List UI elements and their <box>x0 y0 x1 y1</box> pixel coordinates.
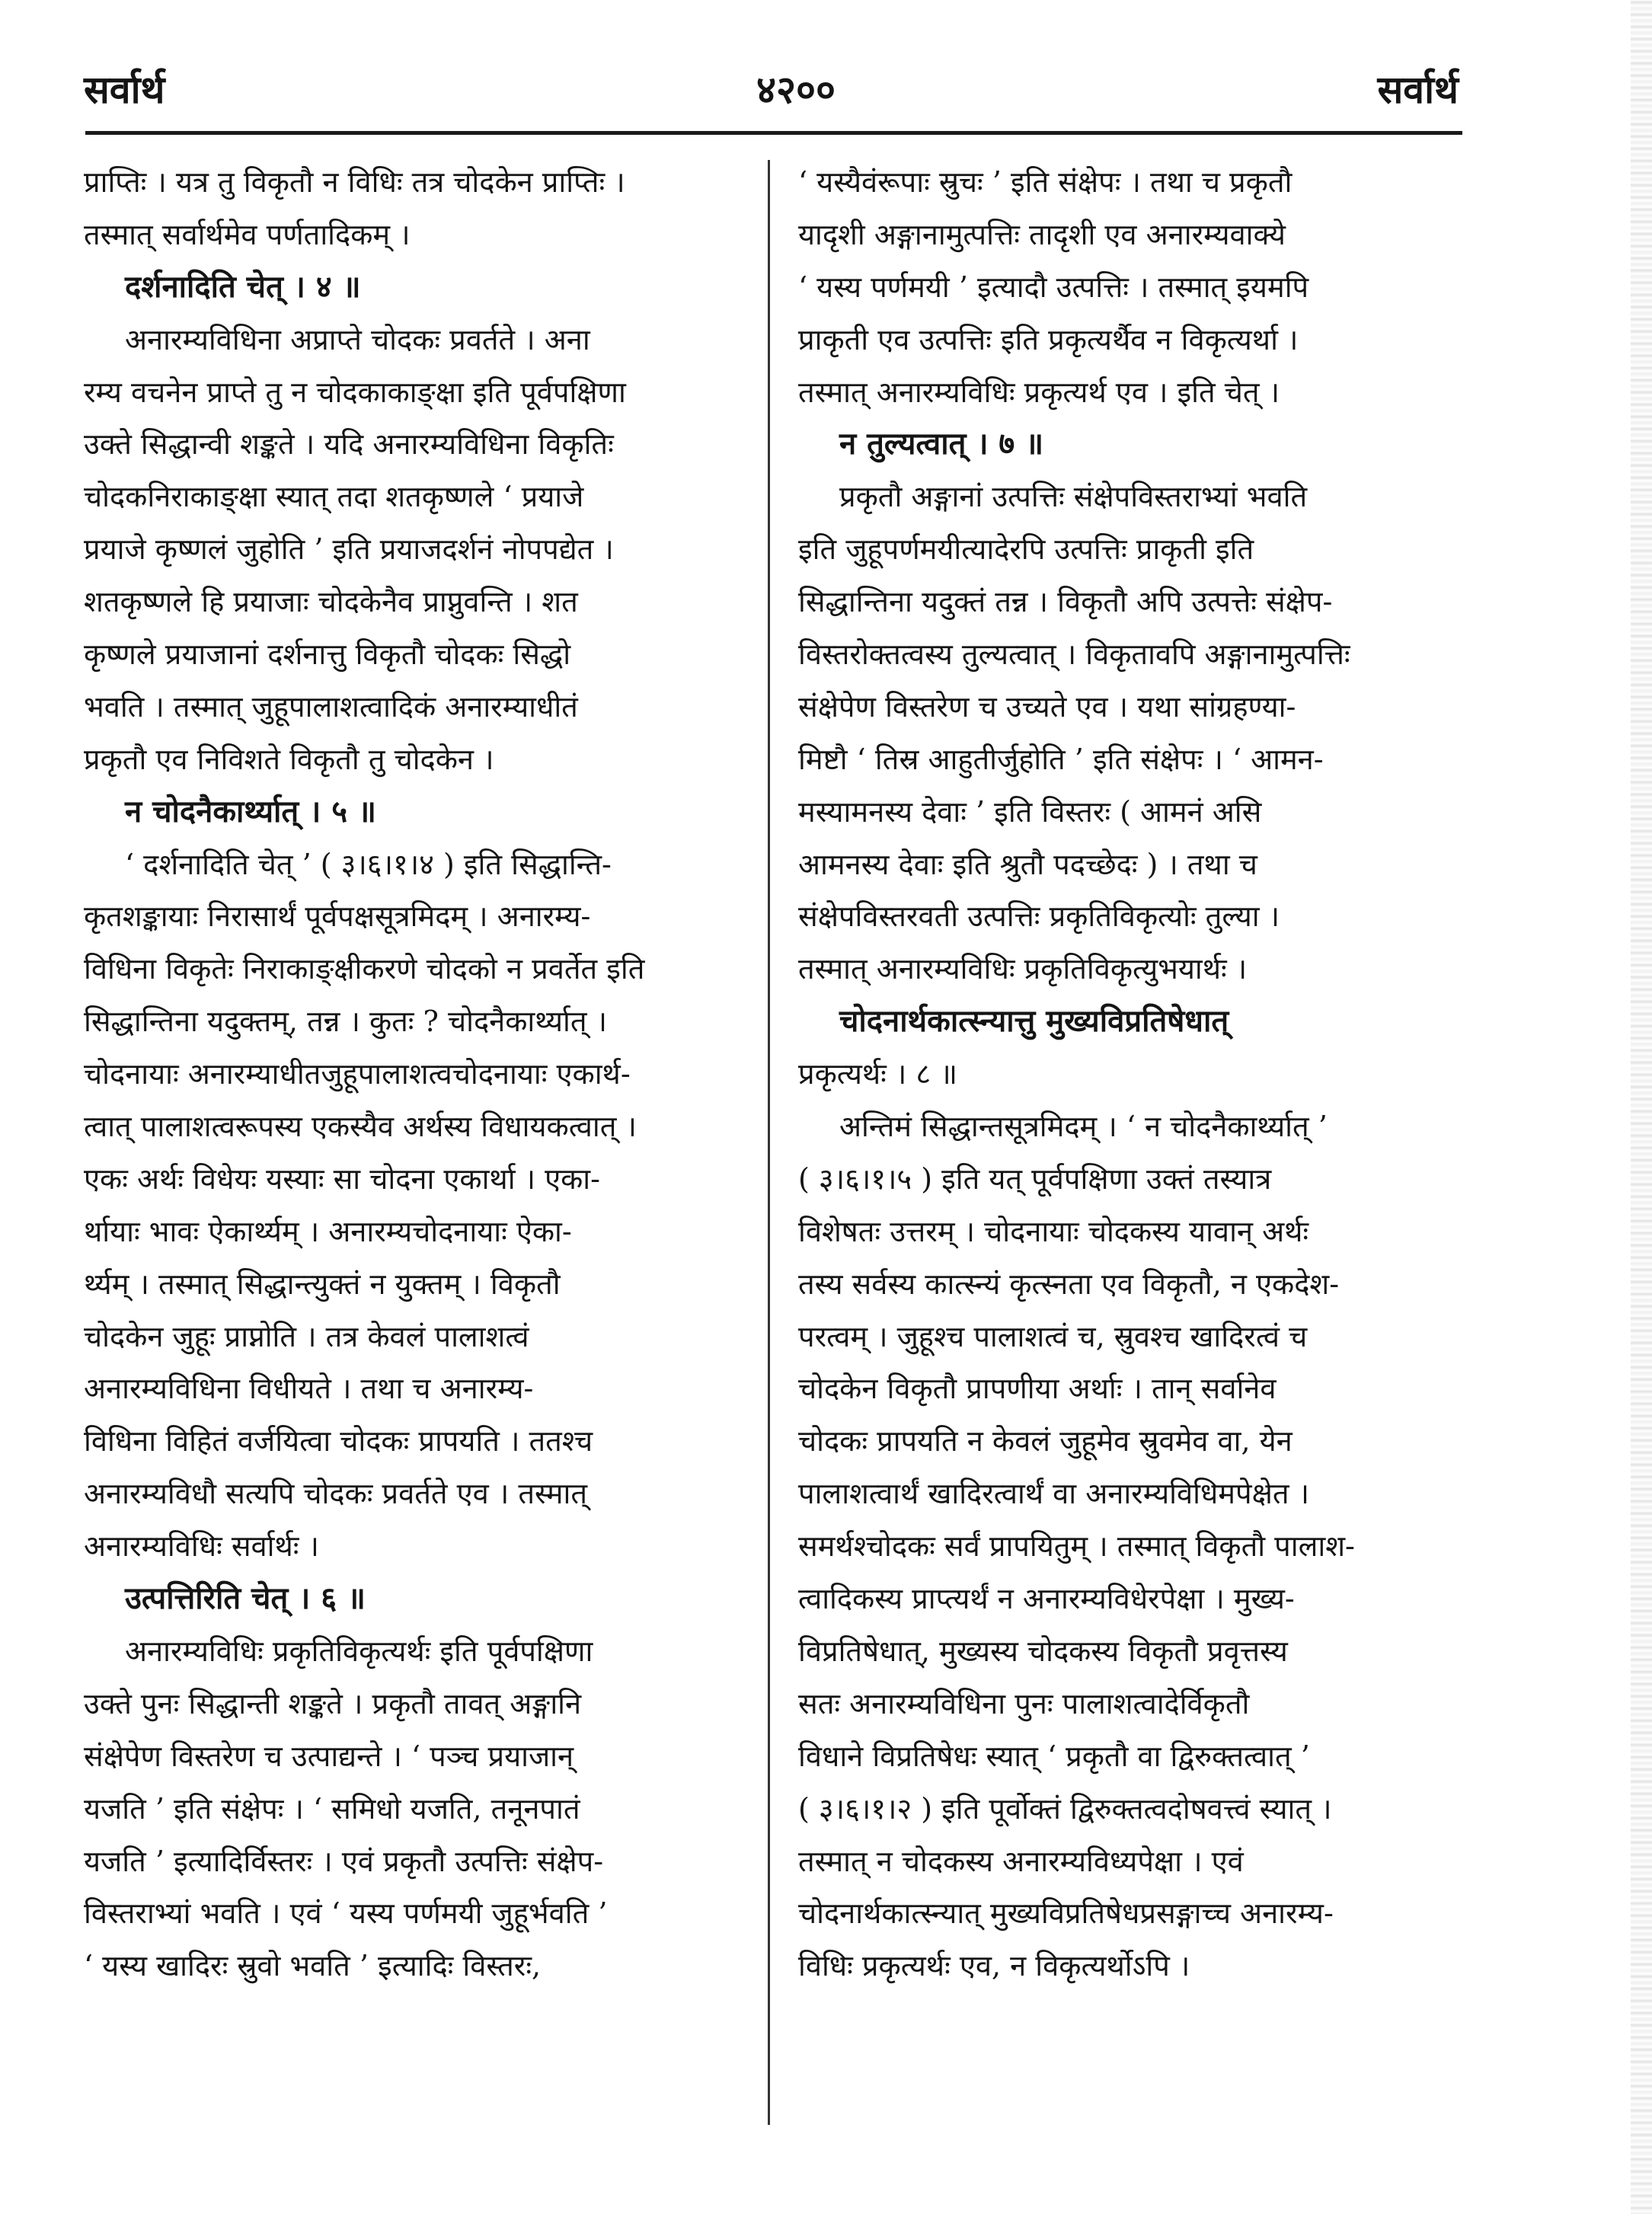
running-header-left: सर्वार्थ <box>84 67 165 112</box>
text-line: रम्य वचनेन प्राप्ते तु न चोदकाकाङ्क्षा इति पूर्वपक्षिणा <box>84 375 626 409</box>
text-line: मिष्टौ ‘ तिस्र आहुतीर्जुहोति ’ इति संक्षेपः । ‘ आमन- <box>798 742 1324 776</box>
text-line: तस्मात् अनारम्यविधिः प्रकृत्यर्थ एव । इति चेत् । <box>798 375 1280 409</box>
text-line: विधिना विहितं वर्जयित्वा चोदकः प्रापयति । ततश्च <box>84 1424 593 1458</box>
text-line: विस्तराभ्यां भवति । एवं ‘ यस्य पर्णमयी जुहूर्भवति ’ <box>84 1896 608 1931</box>
text-line: अनारम्यविधौ सत्यपि चोदकः प्रवर्तते एव । तस्मात् <box>84 1477 588 1511</box>
text-line: तस्मात् अनारम्यविधिः प्रकृतिविकृत्युभयार्थः । <box>798 952 1248 986</box>
text-line: विस्तरोक्तत्वस्य तुल्यत्वात् । विकृतावपि अङ्गानामुत्पत्तिः <box>798 637 1350 672</box>
page-number: ४२०० <box>756 67 836 112</box>
text-line: यादृशी अङ्गानामुत्पत्तिः तादृशी एव अनारम्यवाक्ये <box>798 217 1286 251</box>
text-line: यजति ’ इति संक्षेपः । ‘ समिधो यजति, तनूनपातं <box>84 1791 580 1826</box>
running-header-right: सर्वार्थ <box>1377 67 1459 112</box>
left-column <box>84 156 746 1992</box>
sutra-heading: न चोदनैकार्थ्यात् । ५ ॥ <box>125 793 376 829</box>
right-column <box>798 156 1461 1992</box>
text-line: विधिः प्रकृत्यर्थः एव, न विकृत्यर्थोऽपि । <box>798 1949 1190 1983</box>
text-line: ( ३।६।१।५ ) इति यत् पूर्वपक्षिणा उक्तं तस्यात्र <box>798 1161 1272 1196</box>
text-line: विधिना विकृतेः निराकाङ्क्षीकरणे चोदको न प्रवर्तेत इति <box>84 952 645 986</box>
text-line: प्राप्तिः । यत्र तु विकृतौ न विधिः तत्र चोदकेन प्राप्तिः । <box>84 165 625 199</box>
text-line: तस्मात् सर्वार्थमेव पर्णतादिकम् । <box>84 217 411 251</box>
text-line: ‘ दर्शनादिति चेत् ’ ( ३।६।१।४ ) इति सिद्धान्ति- <box>125 847 612 881</box>
text-line: यजति ’ इत्यादिर्विस्तरः । एवं प्रकृतौ उत्पत्तिः संक्षेप- <box>84 1844 604 1878</box>
text-line: ‘ यस्य पर्णमयी ’ इत्यादौ उत्पत्तिः । तस्मात् इयमपि <box>798 270 1309 304</box>
text-line: र्थायाः भावः ऐकार्थ्यम् । अनारम्यचोदनायाः ऐका- <box>84 1214 572 1248</box>
text-line: तस्मात् न चोदकस्य अनारम्यविध्यपेक्षा । एवं <box>798 1844 1244 1878</box>
sutra-heading: उत्पत्तिरिति चेत् । ६ ॥ <box>125 1580 366 1617</box>
sutra-heading: न तुल्यत्वात् । ७ ॥ <box>839 426 1044 462</box>
column-divider <box>768 160 770 2125</box>
text-line: उक्ते सिद्धान्वी शङ्कते । यदि अनारम्यविधिना विकृतिः <box>84 427 614 462</box>
text-line: चोदकः प्रापयति न केवलं जुहूमेव स्रुवमेव वा, येन <box>798 1424 1293 1458</box>
text-line: कृतशङ्कायाः निरासार्थं पूर्वपक्षसूत्रमिदम् । अनारम्य- <box>84 899 591 934</box>
text-line: चोदनार्थकात्स्न्यात् मुख्यविप्रतिषेधप्रसङ्गाच्च अनारम्य- <box>798 1896 1334 1931</box>
text-line: आमनस्य देवाः इति श्रुतौ पदच्छेदः ) । तथा च <box>798 847 1257 881</box>
text-line: संक्षेपेण विस्तरेण च उच्यते एव । यथा सांग्रहण्या- <box>798 689 1296 724</box>
text-line: सिद्धान्तिना यदुक्तं तन्न । विकृतौ अपि उत्पत्तेः संक्षेप- <box>798 585 1333 619</box>
text-line: चोदकनिराकाङ्क्षा स्यात् तदा शतकृष्णले ‘ प्रयाजे <box>84 480 584 514</box>
text-line: विप्रतिषेधात्, मुख्यस्य चोदकस्य विकृतौ प्रवृत्तस्य <box>798 1634 1288 1668</box>
text-line: एकः अर्थः विधेयः यस्याः सा चोदना एकार्था । एका- <box>84 1161 600 1196</box>
text-line: तस्य सर्वस्य कात्स्न्यं कृत्स्नता एव विकृतौ, न एकदेश- <box>798 1267 1340 1301</box>
text-line: प्रकृतौ अङ्गानां उत्पत्तिः संक्षेपविस्तराभ्यां भवति <box>839 480 1308 514</box>
text-line: विशेषतः उत्तरम् । चोदनायाः चोदकस्य यावान् अर्थः <box>798 1214 1309 1248</box>
text-line: चोदनायाः अनारम्याधीतजुहूपालाशत्वचोदनायाः एकार्थ- <box>84 1057 631 1091</box>
text-line: अनारम्यविधिना अप्राप्ते चोदकः प्रवर्तते । अना <box>125 322 590 356</box>
text-line: पालाशत्वार्थं खादिरत्वार्थं वा अनारम्यविधिमपेक्षेत । <box>798 1477 1309 1511</box>
text-line: भवति । तस्मात् जुहूपालाशत्वादिकं अनारम्याधीतं <box>84 689 578 724</box>
text-line: चोदकेन जुहूः प्राप्नोति । तत्र केवलं पालाशत्वं <box>84 1319 529 1353</box>
text-line: इति जुहूपर्णमयीत्यादेरपि उत्पत्तिः प्राकृती इति <box>798 532 1254 567</box>
text-line: सतः अनारम्यविधिना पुनः पालाशत्वादेर्विकृतौ <box>798 1686 1250 1720</box>
text-line: अनारम्यविधिः प्रकृतिविकृत्यर्थः इति पूर्वपक्षिणा <box>125 1634 593 1668</box>
text-line: समर्थश्चोदकः सर्वं प्रापयितुम् । तस्मात् विकृतौ पालाश- <box>798 1529 1355 1564</box>
text-line: त्वादिकस्य प्राप्त्यर्थं न अनारम्यविधेरपेक्षा । मुख्य- <box>798 1582 1295 1616</box>
sutra-heading: दर्शनादिति चेत् । ४ ॥ <box>125 268 361 305</box>
scan-edge-artifact <box>1631 0 1652 2214</box>
text-line: प्रकृत्यर्थः । ८ ॥ <box>798 1057 957 1091</box>
text-line: विधाने विप्रतिषेधः स्यात् ‘ प्रकृतौ वा द्विरुक्तत्वात् ’ <box>798 1739 1310 1773</box>
text-line: अनारम्यविधिः सर्वार्थः । <box>84 1529 319 1564</box>
text-line: संक्षेपेण विस्तरेण च उत्पाद्यन्ते । ‘ पञ्च प्रयाजान् <box>84 1739 574 1773</box>
header-rule <box>85 131 1462 135</box>
text-line: सिद्धान्तिना यदुक्तम्, तन्न । कुतः ? चोदनैकार्थ्यात् । <box>84 1005 607 1039</box>
text-line: चोदकेन विकृतौ प्रापणीया अर्थाः । तान् सर्वानेव <box>798 1372 1277 1406</box>
text-line: अनारम्यविधिना विधीयते । तथा च अनारम्य- <box>84 1372 534 1406</box>
text-line: मस्यामनस्य देवाः ’ इति विस्तरः ( आमनं असि <box>798 794 1262 829</box>
text-line: प्राकृती एव उत्पत्तिः इति प्रकृत्यर्थैव न विकृत्यर्था । <box>798 322 1299 356</box>
text-line: ‘ यस्यैवंरूपाः स्रुचः ’ इति संक्षेपः । तथा च प्रकृतौ <box>798 165 1293 199</box>
text-line: ‘ यस्य खादिरः स्रुवो भवति ’ इत्यादिः विस्तरः, <box>84 1949 542 1983</box>
text-line: संक्षेपविस्तरवती उत्पत्तिः प्रकृतिविकृत्योः तुल्या । <box>798 899 1280 934</box>
text-line: कृष्णले प्रयाजानां दर्शनात्तु विकृतौ चोदकः सिद्धो <box>84 637 571 672</box>
text-line: अन्तिमं सिद्धान्तसूत्रमिदम् । ‘ न चोदनैकार्थ्यात् ’ <box>839 1110 1328 1144</box>
text-line: परत्वम् । जुहूश्च पालाशत्वं च, स्रुवश्च खादिरत्वं च <box>798 1319 1308 1353</box>
text-line: प्रयाजे कृष्णलं जुहोति ’ इति प्रयाजदर्शनं नोपपद्येत । <box>84 532 614 567</box>
text-line: प्रकृतौ एव निविशते विकृतौ तु चोदकेन । <box>84 742 494 776</box>
text-line: ( ३।६।१।२ ) इति पूर्वोक्तं द्विरुक्तत्वदोषवत्त्वं स्यात् । <box>798 1791 1332 1826</box>
text-line: त्वात् पालाशत्वरूपस्य एकस्यैव अर्थस्य विधायकत्वात् । <box>84 1110 637 1144</box>
text-line: शतकृष्णले हि प्रयाजाः चोदकेनैव प्राप्नुवन्ति । शत <box>84 585 578 619</box>
text-line: उक्ते पुनः सिद्धान्ती शङ्कते । प्रकृतौ तावत् अङ्गानि <box>84 1686 582 1720</box>
sutra-heading: चोदनार्थकात्स्न्यात्तु मुख्यविप्रतिषेधात् <box>839 1003 1229 1040</box>
text-line: र्थ्यम् । तस्मात् सिद्धान्त्युक्तं न युक्तम् । विकृतौ <box>84 1267 561 1301</box>
